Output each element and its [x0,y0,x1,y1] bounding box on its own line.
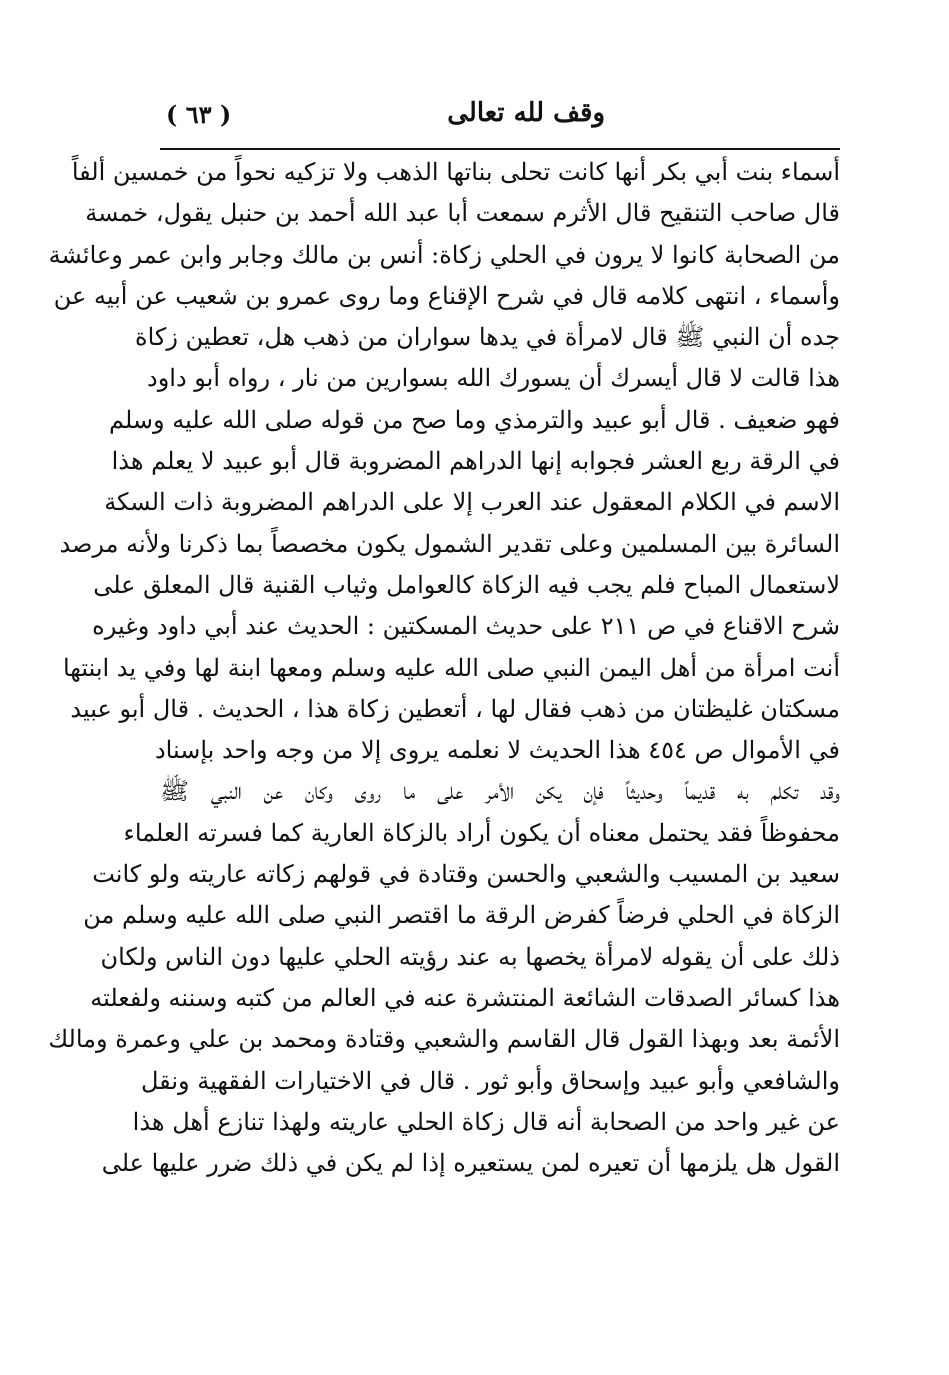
text-line: الأئمة بعد وبهذا القول قال القاسم والشعبي وقتادة ومحمد بن علي وعمرة ومالك [48,1025,840,1054]
text-line: في الرقة ربع العشر فجوابه إنها الدراهم المضروبة قال أبو عبيد لا يعلم هذا [111,447,840,476]
text-line: القول هل يلزمها أن تعيره لمن يستعيره إذا لم يكن في ذلك ضرر عليها على [101,1149,840,1178]
text-line: السائرة بين المسلمين وعلى تقدير الشمول يكون مخصصاً بما ذكرنا ولأنه مرصد [59,529,840,558]
text-line: لاستعمال المباح فلم يجب فيه الزكاة كالعوامل وثياب القنية قال المعلق على [93,570,840,599]
header-divider [160,148,840,150]
text-line: وأسماء ، انتهى كلامه قال في شرح الإقناع وما روى عمرو بن شعيب عن أبيه عن [53,281,840,310]
text-line: والشافعي وأبو عبيد وإسحاق وأبو ثور . قال في الاختيارات الفقهية ونقل [141,1066,840,1095]
text-line: في الأموال ص ٤٥٤ هذا الحديث لا نعلمه يروى إلا من وجه واحد بإسناد [154,736,840,765]
text-line: مسكتان غليظتان من ذهب فقال لها ، أتعطين زكاة هذا ، الحديث . قال أبو عبيد [70,694,840,723]
text-line: أسماء بنت أبي بكر أنها كانت تحلى بناتها الذهب ولا تزكيه نحواً من خمسين ألفاً [71,158,840,186]
page-number: ( ٦٣ ) [166,100,232,129]
text-line: من الصحابة كانوا لا يرون في الحلي زكاة: أنس بن مالك وجابر وابن عمر وعائشة [48,240,840,269]
text-line: أنت امرأة من أهل اليمن النبي صلى الله عليه وسلم ومعها ابنة لها وفي يد ابنتها [62,653,840,682]
text-line: وقد تكلم به قديماً وحديثاً فإن يكن الأمر على ما روى وكان عن النبي ﷺ [160,777,840,806]
text-line: شرح الاقناع في ص ٢١١ على حديث المسكتين : الحديث عند أبي داود وغيره [92,612,840,641]
text-line: عن غير واحد من الصحابة أنه قال زكاة الحلي عاريته ولهذا تنازع أهل هذا [132,1107,840,1136]
text-line: هذا كسائر الصدقات الشائعة المنتشرة عنه في العالم من كتبه وسننه ولفعلته [90,983,840,1012]
text-line: هذا قالت لا قال أيسرك أن يسورك الله بسوارين من نار ، رواه أبو داود [147,364,840,393]
text-line: فهو ضعيف . قال أبو عبيد والترمذي وما صح من قوله صلى الله عليه وسلم [109,405,840,434]
text-line: سعيد بن المسيب والشعبي والحسن وقتادة في قولهم زكاته عاريته ولو كانت [92,860,840,889]
text-line: الزكاة في الحلي فرضاً كفرض الرقة ما اقتصر النبي صلى الله عليه وسلم من [83,901,840,930]
body-text [48,152,840,1184]
text-line: محفوظاً فقد يحتمل معناه أن يكون أراد بالزكاة العارية كما فسرته العلماء [123,818,840,847]
text-line: جده أن النبي ﷺ قال لامرأة في يدها سواران من ذهب هل، تعطين زكاة [135,323,840,352]
page-header [160,96,840,146]
running-title: وقف لله تعالى [447,98,605,128]
text-line: الاسم في الكلام المعقول عند العرب إلا على الدراهم المضروبة ذات السكة [104,488,840,517]
text-line: ذلك على أن يقوله لامرأة يخصها به عند رؤيته الحلي عليها دون الناس ولكان [100,942,840,971]
text-line: قال صاحب التنقيح قال الأثرم سمعت أبا عبد الله أحمد بن حنبل يقول، خمسة [85,199,840,228]
